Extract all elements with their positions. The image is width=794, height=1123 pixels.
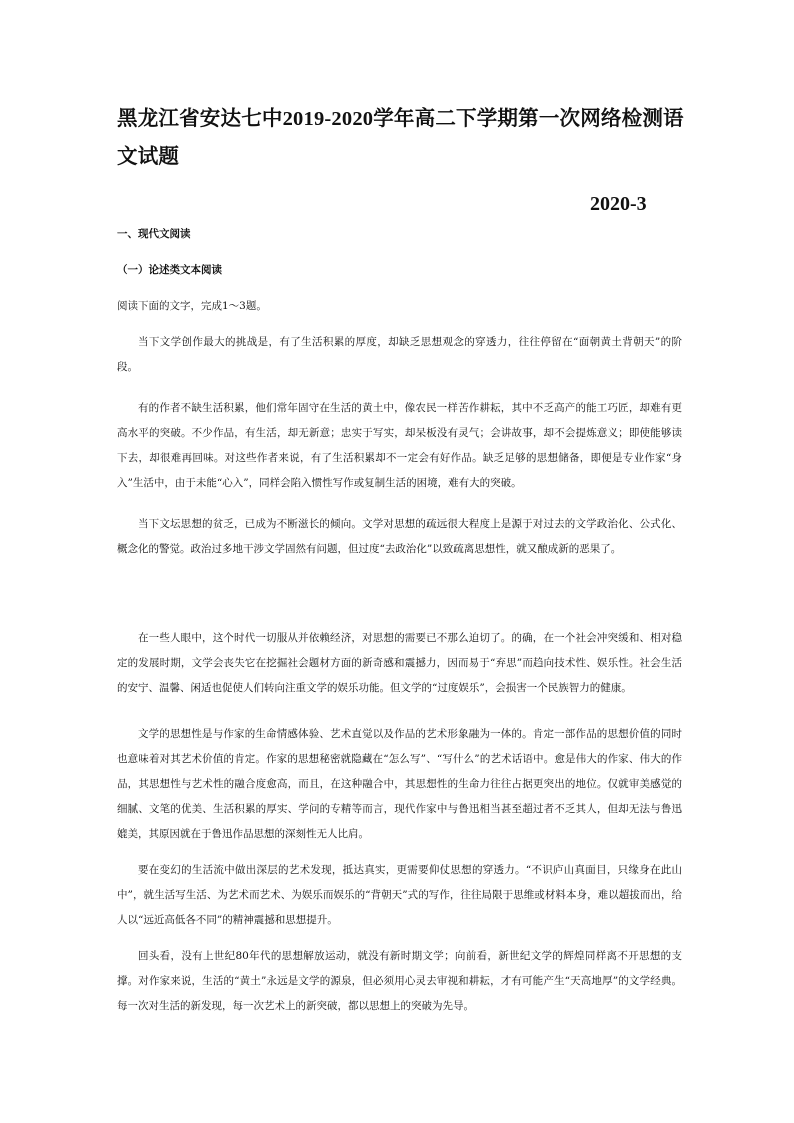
paragraph-7: 回头看，没有上世纪80年代的思想解放运动，就没有新时期文学；向前看，新世纪文学的辉煌同样离不开思想的支撑。对作家来说，生活的“黄土”永远是文学的源泉，但必须用心灵去审视和耕耘，才有可能产生“天高地厚”的文学经典。每一次对生活的新发现，每一次艺术上的新突破，都以思想上的突破为先导。 — [117, 950, 682, 1012]
document-title: 黑龙江省安达七中2019-2020学年高二下学期第一次网络检测语文试题 — [117, 108, 684, 168]
paragraph-2: 有的作者不缺生活积累，他们常年固守在生活的黄土中，像农民一样苦作耕耘，其中不乏高产的能工巧匠，却难有更高水平的突破。不少作品，有生活，却无新意；忠实于写实，却呆板没有灵气；会讲故事，却不会提炼意义；即使能够读下去，却很难再回味。对这些作者来说，有了生活积累却不一定会有好作品。缺乏足够的思想储备，即便是专业作家“身入”生活中，由于未能“心入”，同样会陷入惯性写作或复制生活的困境，难有大的突破。 — [117, 402, 682, 489]
subsection-heading: （一）论述类文本阅读 — [117, 264, 222, 276]
paragraph-6: 要在变幻的生活流中做出深层的艺术发现，抵达真实，更需要仰仗思想的穿透力。“不识庐山真面目，只缘身在此山中”，就生活写生活、为艺术而艺术、为娱乐而娱乐的“背朝天”式的写作，往往局限于思维或材料本身，难以超拔而出，给人以“远近高低各不同”的精神震撼和思想提升。 — [117, 864, 682, 926]
document-date: 2020-3 — [590, 193, 647, 215]
paragraph-3: 当下文坛思想的贫乏，已成为不断滋长的倾向。文学对思想的疏远很大程度上是源于对过去的文学政治化、公式化、概念化的警觉。政治过多地干涉文学固然有问题，但过度“去政治化”以致疏离思想性，就又酿成新的恶果了。 — [117, 518, 682, 555]
reading-instruction: 阅读下面的文字，完成1～3题。 — [117, 300, 267, 312]
paragraph-4: 在一些人眼中，这个时代一切服从并依赖经济，对思想的需要已不那么迫切了。的确，在一个社会冲突缓和、相对稳定的发展时期，文学会丧失它在挖掘社会题材方面的新奇感和震撼力，因而易于“弃思”而趋向技术性、娱乐性。社会生活的安宁、温馨、闲适也促使人们转向注重文学的娱乐功能。但文学的“过度娱乐”，会损害一个民族智力的健康。 — [117, 632, 682, 694]
paragraph-1: 当下文学创作最大的挑战是，有了生活积累的厚度，却缺乏思想观念的穿透力，往往停留在“面朝黄土背朝天”的阶段。 — [117, 336, 682, 373]
paragraph-5: 文学的思想性是与作家的生命情感体验、艺术直觉以及作品的艺术形象融为一体的。肯定一部作品的思想价值的同时也意味着对其艺术价值的肯定。作家的思想秘密就隐藏在“怎么写”、“写什么”的艺术话语中。愈是伟大的作家、伟大的作品，其思想性与艺术性的融合度愈高，而且，在这种融合中，其思想性的生命力往往占据更突出的地位。仅就审美感觉的细腻、文笔的优美、生活积累的厚实、学问的专精等而言，现代作家中与鲁迅相当甚至超过者不乏其人，但却无法与鲁迅媲美，其原因就在于鲁迅作品思想的深刻性无人比肩。 — [117, 728, 682, 840]
section-heading: 一、现代文阅读 — [117, 228, 191, 240]
